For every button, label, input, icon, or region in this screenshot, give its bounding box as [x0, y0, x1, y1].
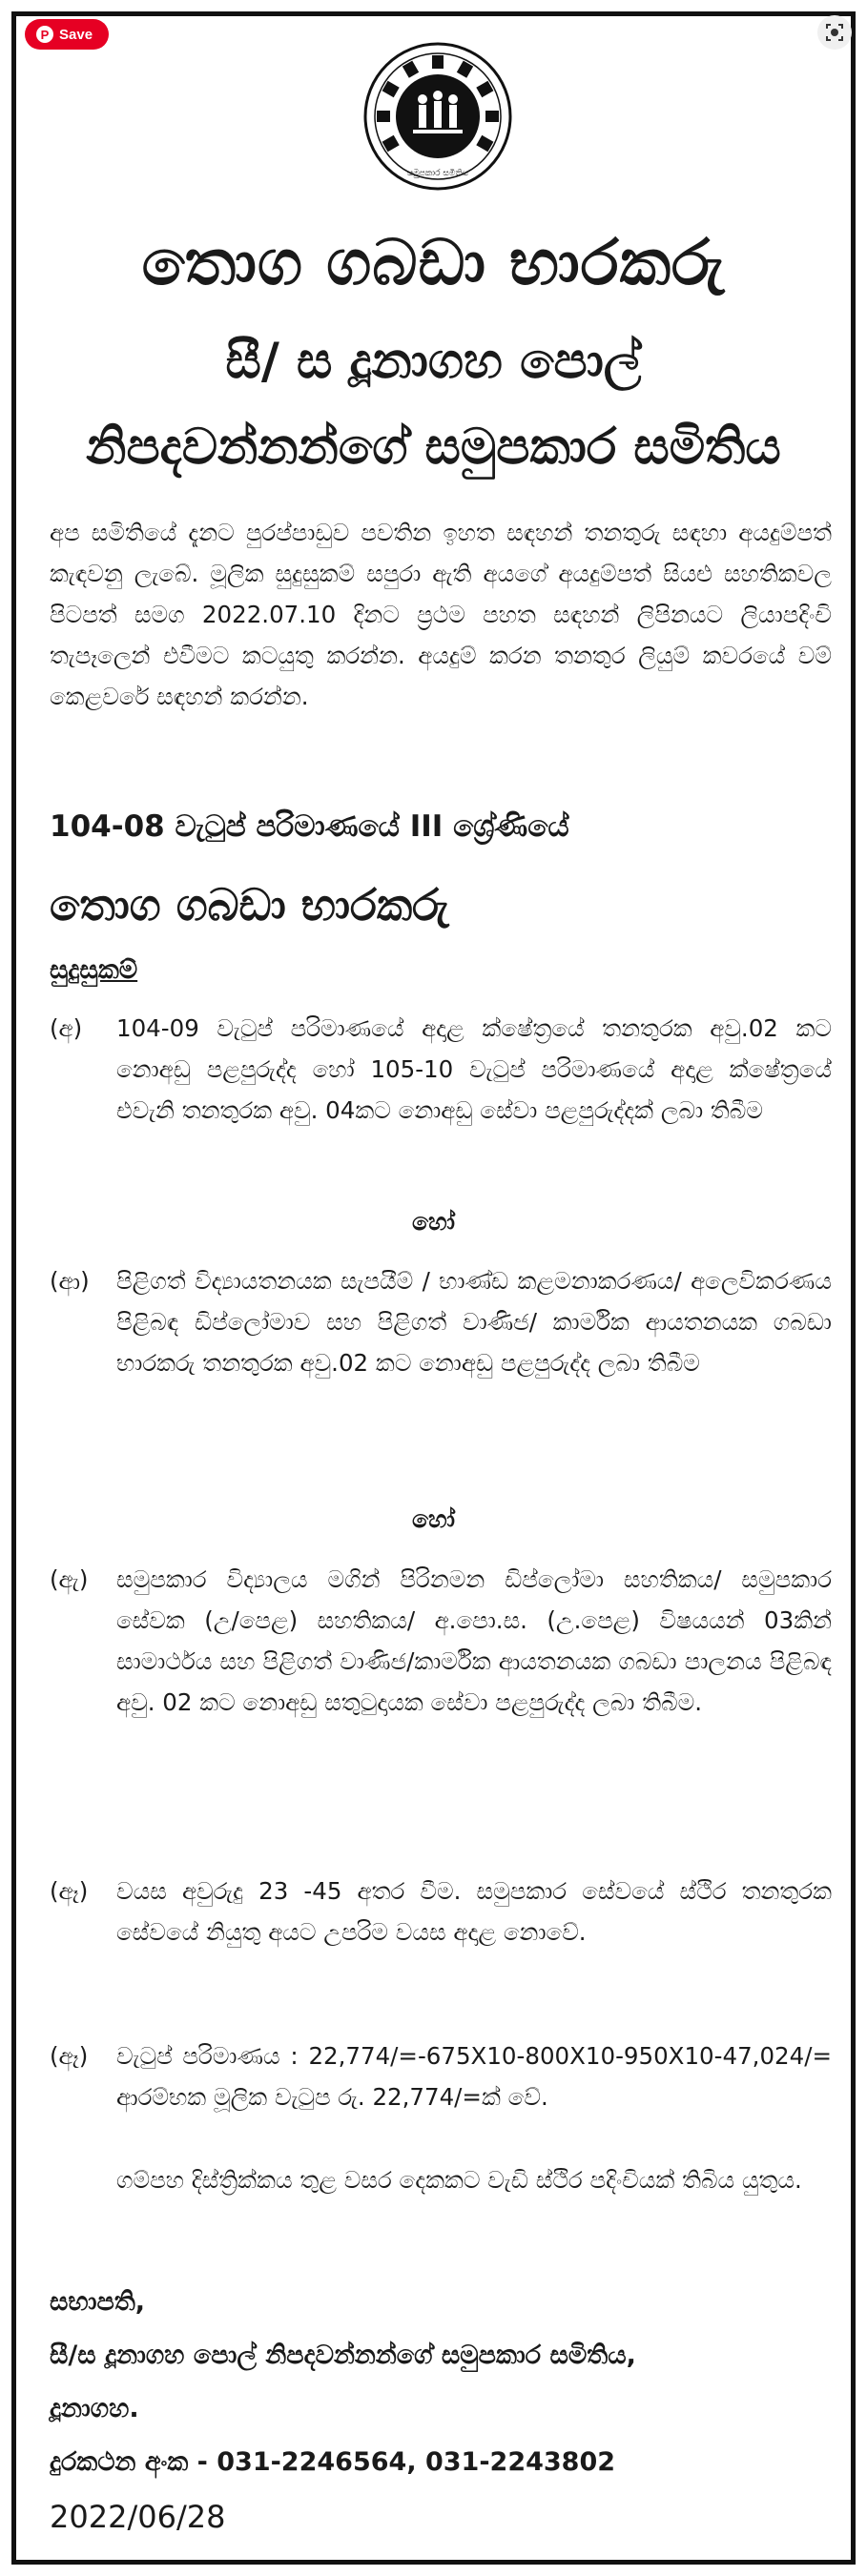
save-button[interactable] [25, 19, 109, 50]
signature-title: සභාපති, [50, 2287, 146, 2317]
item-marker: (අ) [50, 1014, 83, 1042]
position-title: තොග ගබඩා භාරකරු [50, 879, 449, 930]
cooperative-emblem-icon [361, 40, 514, 193]
visual-search-icon [825, 23, 844, 42]
signature-organization: සී/ස දූනාගහ පොල් නිපදවන්නන්ගේ සමුපකාර සමිතිය, [50, 2341, 636, 2370]
requirement-item [50, 1008, 832, 1131]
requirement-item [50, 2035, 832, 2117]
item-marker: (ඈ) [50, 2042, 89, 2070]
save-label: Save [59, 26, 93, 43]
item-marker: (ඈ) [50, 1877, 89, 1905]
item-text: ගම්පහ දිස්ත්‍රික්කය තුළ වසර දෙකකට වැඩි ස්ථිර පදිංචියක් තිබිය යුතුය. [116, 2166, 802, 2194]
requirement-item [50, 2159, 832, 2200]
notice-date: 2022/06/28 [50, 2499, 226, 2535]
item-marker: (ආ) [50, 1267, 90, 1295]
organization-line-2: නිපදවන්නන්ගේ සමුපකාර සමිතිය [86, 419, 781, 476]
advertisement-frame [11, 11, 856, 2565]
item-marker: (ඇ) [50, 1565, 89, 1593]
item-text: වැටුප් පරිමාණය : 22,774/=-675X10-800X10-950X10-47,024/= ආරම්භක මූලික වැටුප රු. 22,774/=ක් වේ. [116, 2042, 832, 2111]
item-text: 104-09 වැටුප් පරිමාණයේ අදාළ ක්ෂේත්‍රයේ තනතුරක අවු.02 කට නොඅඩු පළපුරුද්ද හෝ 105-10 වැටුප් පරිමාණයේ අදාළ ක්ෂේත්‍රයේ එවැනි තනතුරක අවු. 04කට නොඅඩු සේවා පළපුරුද්දක් ලබා තිබීම [116, 1014, 832, 1124]
grade-line: 104-08 වැටුප් පරිමාණයේ III ශ්‍රේණියේ [50, 809, 569, 844]
phone-numbers: දුරකථන අංක - 031-2246564, 031-2243802 [50, 2447, 616, 2477]
pinterest-icon: P [36, 26, 53, 43]
or-separator: හෝ [412, 1505, 455, 1533]
emblem-caption: සමුපකාර සමිතිය [406, 169, 469, 178]
requirement-item [50, 1260, 832, 1383]
item-text: වයස අවුරුදු 23 -45 අතර වීම. සමුපකාර සේවයේ ස්ථිර තනතුරක සේවයේ නියුතු අයට උපරිම වයස අදාළ නොවේ. [116, 1877, 832, 1946]
visual-search-button[interactable] [817, 15, 852, 50]
page-title: තොග ගබඩා භාරකරු [141, 226, 726, 299]
requirement-item [50, 1559, 832, 1723]
item-text: සමුපකාර විද්‍යාලය මගින් පිරිනමන ඩිප්ලෝමා සහතිකය/ සමුපකාර සේවක (උ/පෙළ) සහතිකය/ අ.පො.ස. (උ.පෙළ) විෂයයන් 03කින් සාමාර්ථය සහ පිළිගත් වාණිජ/කාර්මික ආයතනයක ගබඩා පාලනය පිළිබඳ අවු. 02 කට නොඅඩු සතුටුදායක සේවා පළපුරුද්ද ලබා තිබීම. [116, 1565, 832, 1716]
or-separator: හෝ [412, 1208, 455, 1236]
requirements-label: සුදුසුකම් [50, 955, 138, 985]
item-text: පිළිගත් විද්‍යායතනයක සැපයීම් / භාණ්ඩ කළමනාකරණය/ අලෙවිකරණය පිළිබඳ ඩිප්ලෝමාව සහ පිළිගත් වාණිජ/ කාර්මික ආයතනයක ගබඩා භාරකරු තනතුරක අවු.02 කට නොඅඩු පළපුරුද්ද ලබා තිබීම [116, 1267, 832, 1377]
intro-paragraph: අප සමිතියේ දැනට පුරප්පාඩුව පවතින ඉහත සඳහන් තනතුරු සඳහා අයදුම්පත් කැඳවනු ලැබේ. මූලික සුදුසුකම් සපුරා ඇති අයගේ අයදුම්පත් සියළු සහතිකවල පිටපත් සමග 2022.07.10 දිනට ප්‍රථම පහත සඳහන් ලිපිනයට ලියාපදිංචි තැපෑලෙන් එවීමට කටයුතු කරන්න. අයදුම් කරන තනතුර ලියුම් කවරයේ වම් කෙළවරේ සඳහන් කරන්න. [50, 519, 832, 710]
requirement-item [50, 1871, 832, 1952]
organization-line-1: සී/ ස දූනාගහ පොල් [225, 333, 642, 390]
signature-place: දූනාගහ. [50, 2394, 139, 2423]
